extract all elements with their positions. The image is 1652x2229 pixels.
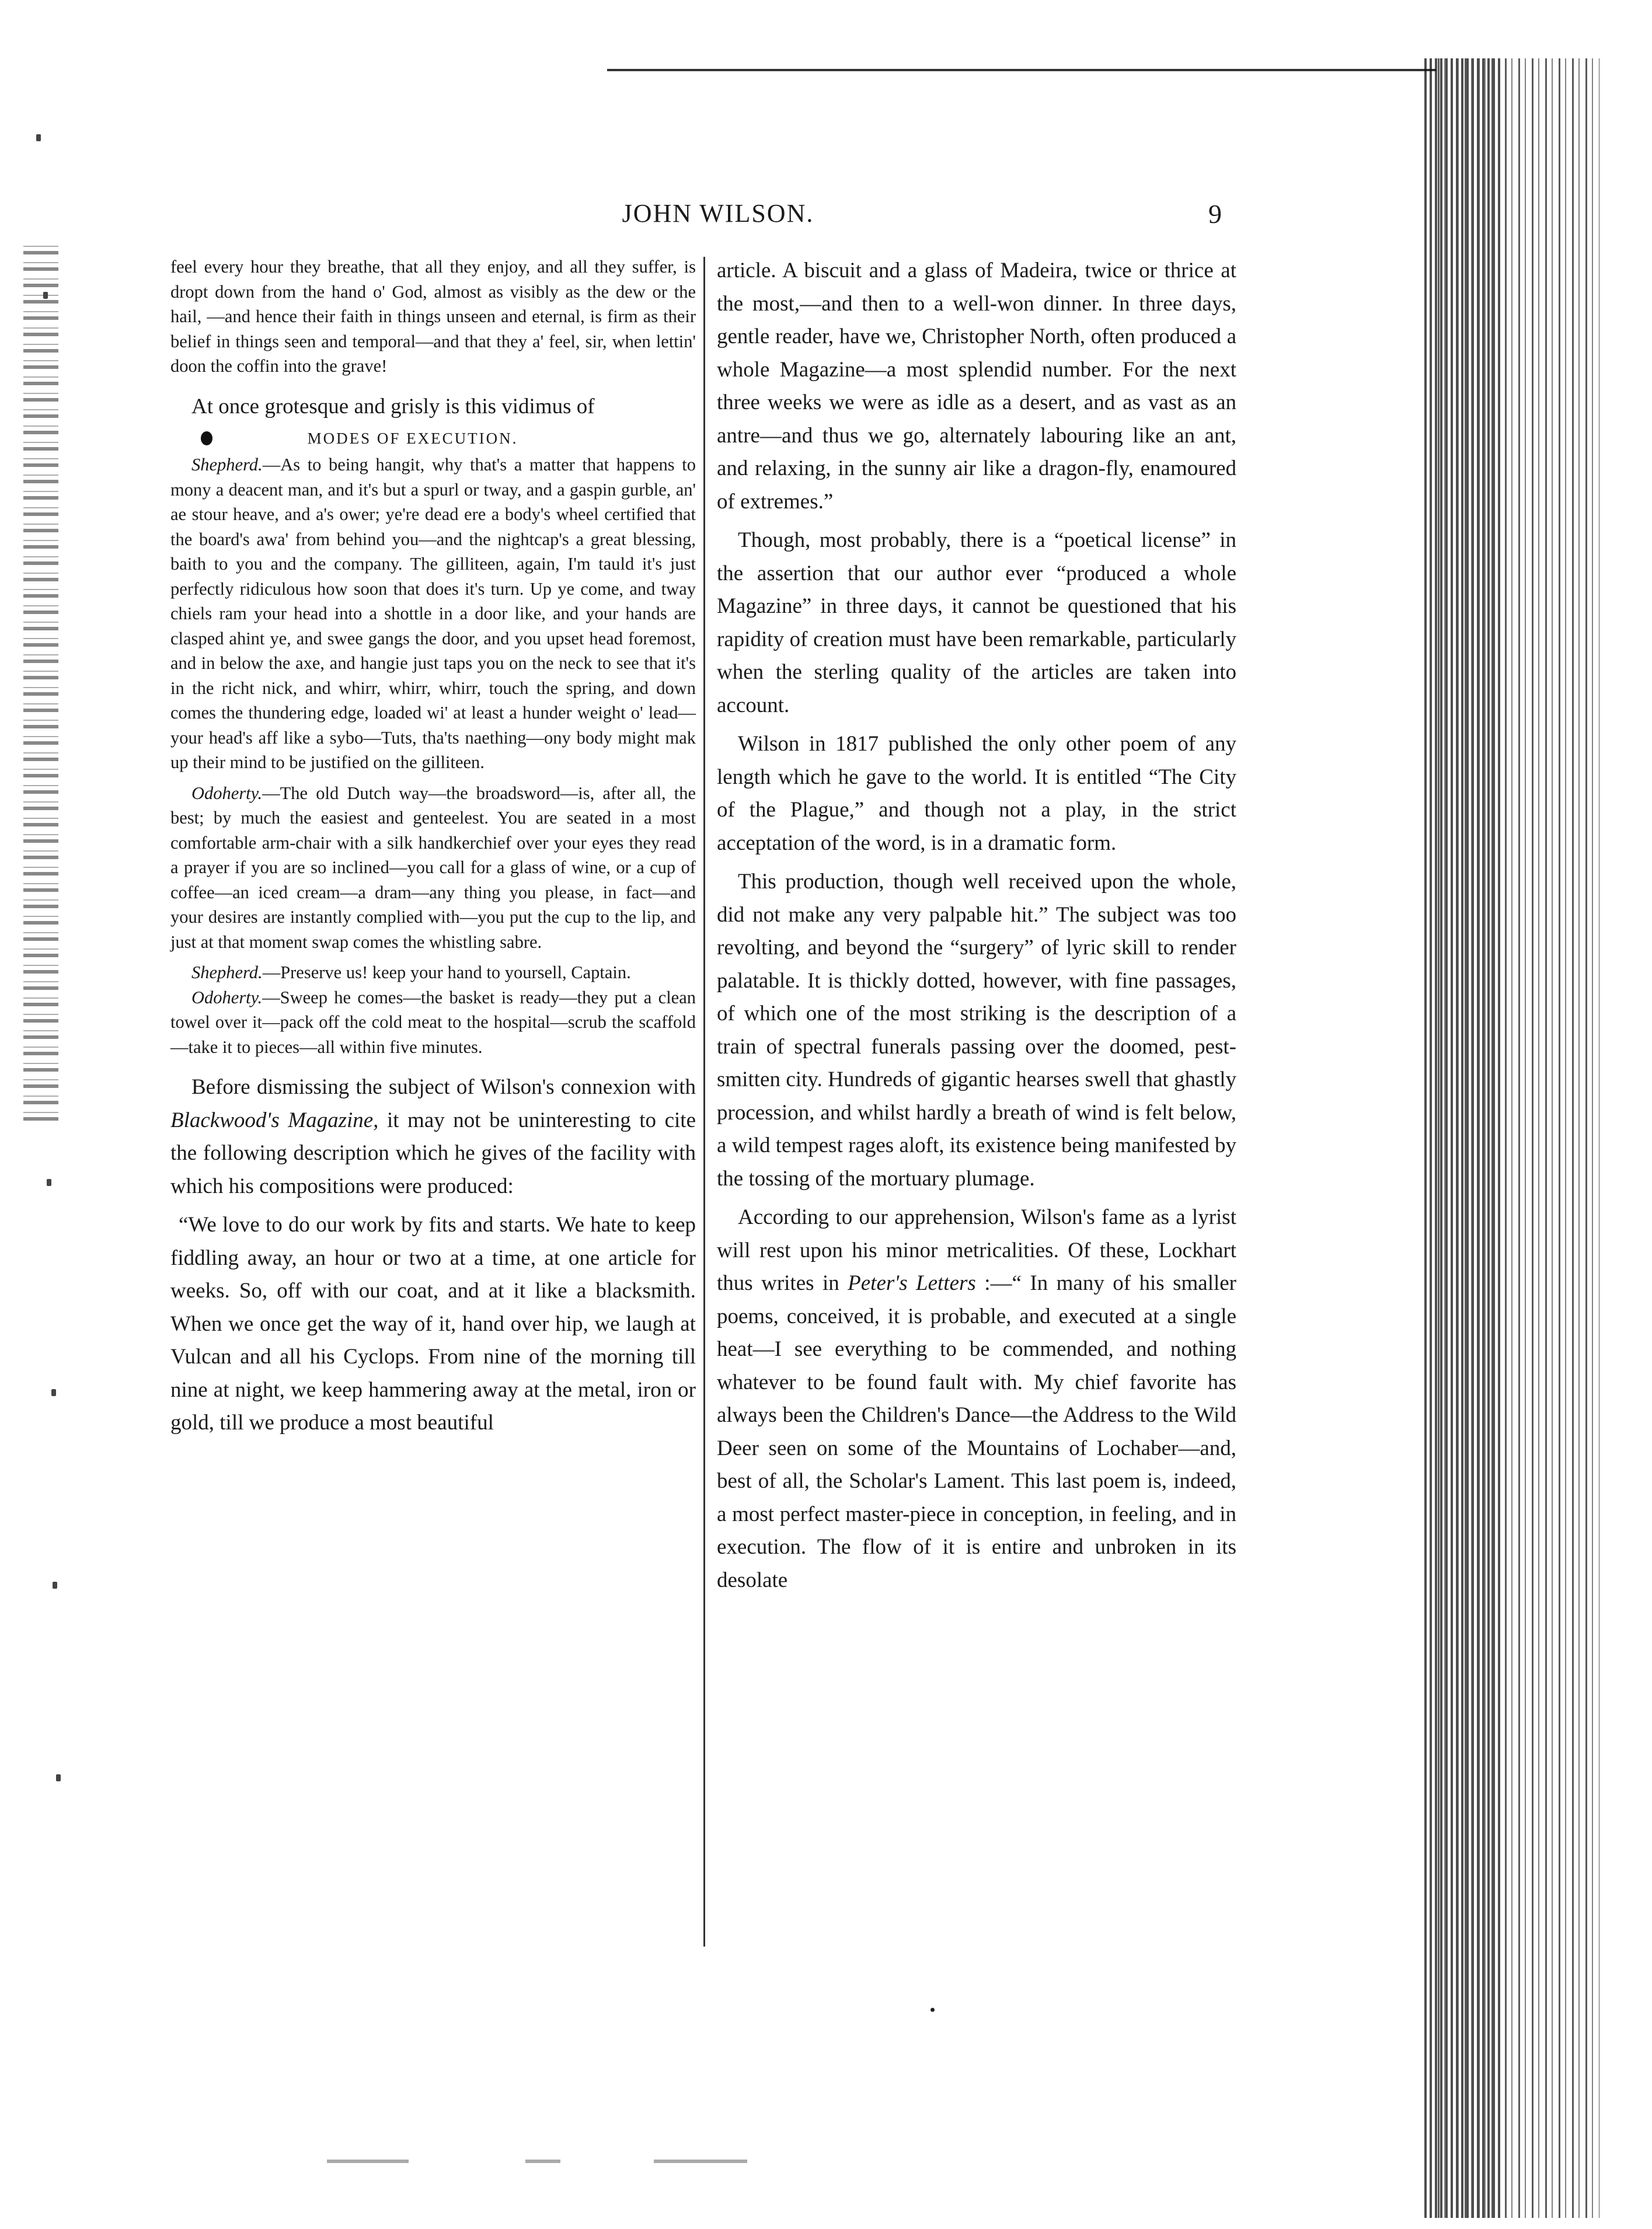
body-paragraph: Though, most probably, there is a “poetical license” in the assertion that our author ever “produced a whole Magazine” in three days, it cannot be questioned that his rapidity of creation must have been remarkable, particularly when the sterling quality of the articles are taken into account.: [717, 528, 1236, 717]
scan-smudge: [654, 2160, 747, 2163]
page-number: 9: [1208, 199, 1222, 229]
section-heading: [170, 425, 696, 451]
binding-shadow: [23, 245, 58, 1121]
scan-speck: [43, 292, 48, 299]
body-text: :—“ In many of his smaller poems, conceived, it is probable, and executed at a single heat—I see everything to be commended, and nothing whatever to be found fault with. My chief favorite has always been the Children's Dance—the Address to the Wild Deer seen on some of the Mountains of Lochaber—and, best of all, the Scholar's Lament. This last poem is, indeed, a most perfect master-piece in conception, in feeling, and in execution. The flow of it is entire and unbroken in its desolate: [717, 1271, 1236, 1592]
right-column: [717, 254, 1236, 1597]
dialogue-text: —As to being hangit, why that's a matter that happens to mony a deacent man, and it's but a spurl or tway, and a gaspin gurble, an' ae stour heave, and a's ower; ye're dead ere a body's wheel certified that the board's awa' from behind you—and the nightcap's a great blessing, baith to you and the company. The gilliteen, again, I'm tauld it's just perfectly ridiculous how soon that does it's turn. Up ye come, and tway chiels ram your head into a shottle in a door like, and your hands are clasped ahint ye, and swee gangs the door, and you upset head foremost, and in below the axe, and hangie just taps you on the neck to see that it's in the richt nick, and whirr, whirr, whirr, touch the spring, and down comes the thundering edge, loaded wi' at least a hunder weight o' lead—your head's aff like a sybo—Tuts, tha'ts naething—ony body might mak up their mind to be justified on the gilliteen.: [170, 455, 696, 772]
scan-speck: [47, 1179, 51, 1186]
body-paragraph: [717, 1201, 1236, 1597]
scan-speck: [53, 1582, 57, 1589]
dialogue-text: —Sweep he comes—the basket is ready—they put a clean towel over it—pack off the cold meat to the hospital—scrub the scaffold —take it to pieces—all within five minutes.: [170, 987, 696, 1057]
running-title: JOHN WILSON.: [622, 199, 814, 228]
body-paragraph: Wilson in 1817 published the only other poem of any length which he gave to the world. It is entitled “The City of the Plague,” and though not a play, in the strict acceptation of the word, is in a dramatic form.: [717, 732, 1236, 855]
dialogue-paragraph: [170, 960, 696, 985]
dialogue-paragraph: [170, 452, 696, 775]
book-title: Peter's Letters: [848, 1271, 976, 1295]
dialogue-text: —The old Dutch way—the broadsword—is, after all, the best; by much the easiest and genteelest. You are seated in a most comfortable arm-chair with a silk handkerchief over your eyes they read a prayer if you are so inclined—you call for a glass of wine, or a cup of coffee—an iced cream—a dram—any thing you please, in fact—and your desires are instantly complied with—you put the cup to the lip, and just at that moment swap comes the whistling sabre.: [170, 783, 696, 952]
body-text: it may not be uninteresting to cite the following description which he gives of the facility with which his compositions were produced:: [170, 1108, 696, 1198]
scan-smudge: [525, 2160, 560, 2163]
ink-dot: [930, 2008, 935, 2012]
bullet-icon: [201, 431, 212, 445]
section-heading-text: MODES OF EXECUTION.: [307, 430, 518, 447]
scan-speck: [36, 134, 41, 141]
dialogue-paragraph: [170, 985, 696, 1060]
dialogue-paragraph: [170, 781, 696, 955]
body-paragraph: This production, though well received upon the whole, did not make any very palpable hit.” The subject was too revolting, and beyond the “surgery” of lyric skill to render palatable. It is thickly dotted, however, with fine passages, of which one of the most striking is the description of a train of spectral funerals passing over the doomed, pest-smitten city. Hundreds of gigantic hearses swell that ghastly procession, and whilst hardly a breath of wind is felt below, a wild tempest rages aloft, its existence being manifested by the tossing of the mortuary plumage.: [717, 870, 1236, 1191]
body-text: According to our apprehension, Wilson's fame as a lyrist will rest upon his minor metricalities. Of these, Lockhart thus writes in: [717, 1205, 1236, 1295]
left-column: [170, 254, 696, 1440]
column-divider: [703, 257, 705, 1947]
body-paragraph: [170, 1071, 696, 1203]
scan-speck: [56, 1774, 61, 1781]
body-text: Before dismissing the subject of Wilson's connexion with: [191, 1075, 696, 1099]
magazine-title: Blackwood's Magazine,: [170, 1108, 379, 1132]
intro-paragraph: At once grotesque and grisly is this vidimus of: [191, 394, 595, 418]
dialogue-continuation: feel every hour they breathe, that all they enjoy, and all they suffer, is dropt down from the hand o' God, almost as visibly as the dew or the hail, —and hence their faith in things unseen and eternal, is firm as their belief in things seen and temporal—and that they a' feel, sir, when lettin' doon the coffin into the grave!: [170, 257, 696, 376]
top-rule: [607, 69, 1436, 71]
speaker-name: Odoherty.: [191, 987, 263, 1007]
quote-continuation: article. A biscuit and a glass of Madeira, twice or thrice at the most,—and then to a well-won dinner. In three days, gentle reader, have we, Christopher North, often produced a whole Magazine—a most splendid number. For the next three weeks we were as idle as a desert, and as vast as an antre—and thus we go, alternately labouring like an ant, and relaxing, in the sunny air like a dragon-fly, enamoured of extremes.”: [717, 259, 1236, 514]
dialogue-text: —Preserve us! keep your hand to yoursell, Captain.: [262, 962, 631, 982]
speaker-name: Shepherd.: [191, 455, 263, 475]
scan-speck: [51, 1389, 56, 1396]
scan-smudge: [327, 2160, 409, 2163]
speaker-name: Odoherty.: [191, 783, 263, 803]
scanned-page-edge: [1424, 58, 1599, 2218]
speaker-name: Shepherd.: [191, 962, 263, 982]
quoted-paragraph: “We love to do our work by fits and starts. We hate to keep fiddling away, an hour or two at a time, at one article for weeks. So, off with our coat, and at it like a blacksmith. When we once get the way of it, hand over hip, we laugh at Vulcan and all his Cyclops. From nine of the morning till nine at night, we keep hammering away at the metal, iron or gold, till we produce a most beautiful: [170, 1213, 696, 1435]
